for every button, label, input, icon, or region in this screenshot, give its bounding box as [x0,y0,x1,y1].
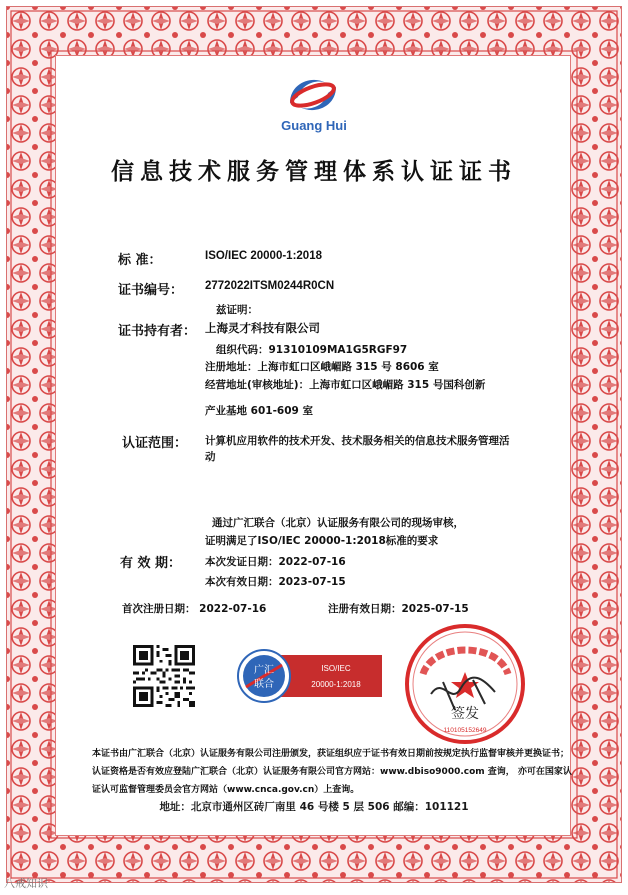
org-code: 组织代码：91310109MA1G5RGF97 [216,344,408,356]
op-address-2: 产业基地 601-609 室 [205,405,314,417]
pass-line-2: 证明满足了ISO/IEC 20000-1:2018标准的要求 [205,535,439,547]
certify-text: 兹证明： [216,304,258,316]
badge-std-1: ISO/IEC [321,664,351,673]
reg-valid-date: 注册有效日期：2025-07-15 [328,603,469,615]
holder-label: 证书持有者： [118,324,197,339]
badge-org-1: 广汇 [254,665,274,676]
seal-sign-text: 签发 [451,706,479,722]
scope-line-2: 动 [205,451,216,463]
cert-no-value: 2772022ITSM0244R0CN [205,280,335,292]
op-address-1: 经营地址(审核地址)：上海市虹口区峨嵋路 315 号国科创新 [205,379,486,391]
guanghui-logo-icon [282,73,344,117]
footer-line-3: 证认可监督管理委员会官方网站（www.cnca.gov.cn）上查询。 [92,785,360,795]
company-seal [403,622,528,747]
badge-std-2: 20000-1:2018 [311,680,361,689]
logo-text: Guang Hui [281,118,347,133]
scope-line-1: 计算机应用软件的技术开发、技术服务相关的信息技术服务管理活 [205,435,510,447]
valid-date: 本次有效日期：2023-07-15 [205,576,346,588]
footer-address: 地址：北京市通州区砖厂南里 46 号楼 5 层 506 邮编：101121 [159,801,469,813]
accreditation-badge [236,647,382,705]
first-reg-date: 首次注册日期： 2022-07-16 [122,603,267,615]
standard-value: ISO/IEC 20000-1:2018 [205,250,322,262]
reg-address: 注册地址：上海市虹口区峨嵋路 315 号 8606 室 [205,361,439,373]
footer-line-1: 本证书由广汇联合（北京）认证服务有限公司注册颁发，获证组织应于证书有效日期前按规定执行监督审核并更换证书； [92,749,570,759]
badge-org-2: 联合 [254,679,274,690]
issue-date: 本次发证日期：2022-07-16 [205,556,346,568]
qr-code-icon [133,645,195,707]
cert-no-label: 证书编号： [118,283,184,298]
pass-line-1: 通过广汇联合（北京）认证服务有限公司的现场审核， [212,517,464,529]
holder-name: 上海灵才科技有限公司 [205,321,320,335]
standard-label: 标 准： [118,253,162,268]
valid-label: 有 效 期： [120,556,182,571]
page-title: 信息技术服务管理体系认证证书 [111,159,517,185]
watermark: 八戒知识 [4,877,48,890]
seal-number: 110105152649 [443,727,487,734]
scope-label: 认证范围： [122,436,188,451]
footer-line-2: 认证资格是否有效应登陆广汇联合（北京）认证服务有限公司官方网站：www.dbiso9000.com 查询， 亦可在国家认 [92,767,572,777]
